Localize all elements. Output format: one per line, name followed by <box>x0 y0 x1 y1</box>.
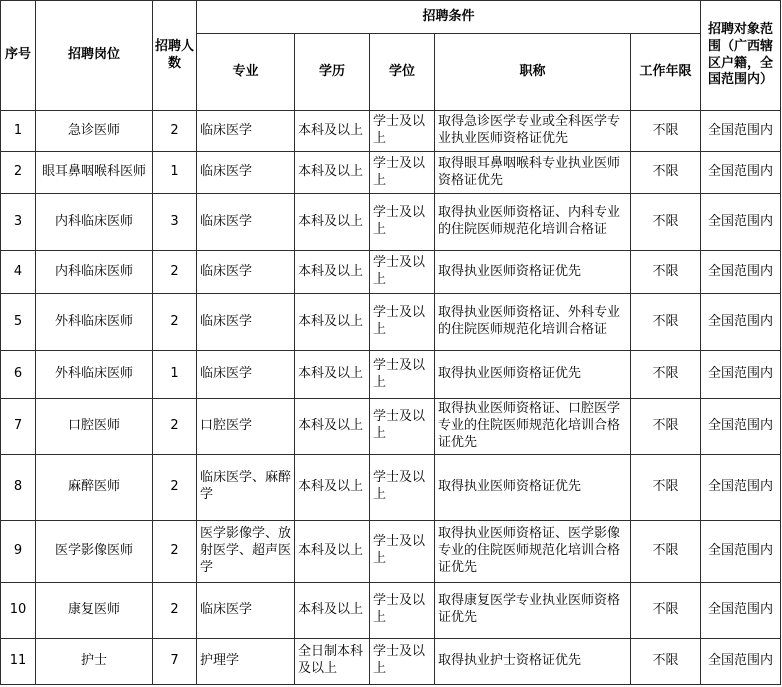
cell-degree: 学士及以上 <box>370 251 435 294</box>
cell-scope: 全国范围内 <box>701 152 781 194</box>
cell-degree: 学士及以上 <box>370 454 435 520</box>
cell-education: 全日制本科及以上 <box>295 638 370 684</box>
cell-education: 本科及以上 <box>295 152 370 194</box>
cell-major: 临床医学 <box>197 111 295 152</box>
cell-major: 医学影像学、放射医学、超声医学 <box>197 520 295 582</box>
cell-major: 临床医学 <box>197 351 295 399</box>
cell-years: 不限 <box>631 454 701 520</box>
cell-count: 2 <box>153 520 197 582</box>
cell-title: 取得急诊医学专业或全科医学专业执业医师资格证优先 <box>435 111 631 152</box>
table-row <box>1 520 781 582</box>
cell-major: 临床医学 <box>197 582 295 638</box>
cell-years: 不限 <box>631 351 701 399</box>
header-education: 学历 <box>295 34 370 111</box>
cell-title: 取得康复医学专业执业医师资格证优先 <box>435 582 631 638</box>
cell-count: 2 <box>153 399 197 455</box>
cell-degree: 学士及以上 <box>370 111 435 152</box>
table-row <box>1 294 781 351</box>
cell-title: 取得执业医师资格证、医学影像专业的住院医师规范化培训合格证优先 <box>435 520 631 582</box>
cell-education: 本科及以上 <box>295 351 370 399</box>
cell-education: 本科及以上 <box>295 520 370 582</box>
cell-years: 不限 <box>631 152 701 194</box>
cell-title: 取得执业医师资格证优先 <box>435 351 631 399</box>
cell-degree: 学士及以上 <box>370 194 435 251</box>
cell-scope: 全国范围内 <box>701 582 781 638</box>
cell-years: 不限 <box>631 638 701 684</box>
cell-degree: 学士及以上 <box>370 351 435 399</box>
header-degree: 学位 <box>370 34 435 111</box>
table-row <box>1 251 781 294</box>
cell-no: 8 <box>1 454 36 520</box>
cell-position: 外科临床医师 <box>36 294 153 351</box>
cell-scope: 全国范围内 <box>701 111 781 152</box>
cell-title: 取得执业医师资格证、外科专业的住院医师规范化培训合格证 <box>435 294 631 351</box>
cell-title: 取得执业医师资格证、内科专业的住院医师规范化培训合格证 <box>435 194 631 251</box>
cell-years: 不限 <box>631 582 701 638</box>
cell-degree: 学士及以上 <box>370 294 435 351</box>
cell-position: 麻醉医师 <box>36 454 153 520</box>
cell-position: 口腔医师 <box>36 399 153 455</box>
table-row <box>1 399 781 455</box>
header-scope: 招聘对象范围（广西辖区户籍，全国范围内） <box>701 1 781 111</box>
cell-count: 3 <box>153 194 197 251</box>
cell-major: 临床医学、麻醉学 <box>197 454 295 520</box>
table-row <box>1 351 781 399</box>
cell-education: 本科及以上 <box>295 582 370 638</box>
cell-scope: 全国范围内 <box>701 351 781 399</box>
header-no: 序号 <box>1 1 36 111</box>
cell-no: 5 <box>1 294 36 351</box>
cell-no: 9 <box>1 520 36 582</box>
cell-position: 医学影像医师 <box>36 520 153 582</box>
cell-education: 本科及以上 <box>295 194 370 251</box>
cell-education: 本科及以上 <box>295 251 370 294</box>
cell-count: 1 <box>153 351 197 399</box>
header-years: 工作年限 <box>631 34 701 111</box>
cell-scope: 全国范围内 <box>701 399 781 455</box>
cell-years: 不限 <box>631 294 701 351</box>
cell-count: 1 <box>153 152 197 194</box>
cell-education: 本科及以上 <box>295 294 370 351</box>
cell-scope: 全国范围内 <box>701 251 781 294</box>
cell-scope: 全国范围内 <box>701 294 781 351</box>
table-row <box>1 638 781 684</box>
header-count: 招聘人数 <box>153 1 197 111</box>
cell-title: 取得执业医师资格证优先 <box>435 454 631 520</box>
header-major: 专业 <box>197 34 295 111</box>
cell-position: 内科临床医师 <box>36 251 153 294</box>
cell-count: 2 <box>153 454 197 520</box>
cell-title: 取得眼耳鼻咽喉科专业执业医师资格证优先 <box>435 152 631 194</box>
cell-years: 不限 <box>631 399 701 455</box>
cell-education: 本科及以上 <box>295 399 370 455</box>
cell-no: 1 <box>1 111 36 152</box>
cell-no: 10 <box>1 582 36 638</box>
cell-title: 取得执业医师资格证、口腔医学专业的住院医师规范化培训合格证优先 <box>435 399 631 455</box>
cell-scope: 全国范围内 <box>701 638 781 684</box>
cell-major: 护理学 <box>197 638 295 684</box>
cell-scope: 全国范围内 <box>701 454 781 520</box>
table-row <box>1 111 781 152</box>
cell-no: 11 <box>1 638 36 684</box>
cell-position: 眼耳鼻咽喉科医师 <box>36 152 153 194</box>
cell-count: 7 <box>153 638 197 684</box>
cell-degree: 学士及以上 <box>370 582 435 638</box>
header-row-top <box>1 1 781 34</box>
cell-years: 不限 <box>631 111 701 152</box>
cell-position: 急诊医师 <box>36 111 153 152</box>
cell-degree: 学士及以上 <box>370 520 435 582</box>
cell-count: 2 <box>153 582 197 638</box>
cell-major: 临床医学 <box>197 294 295 351</box>
header-title: 职称 <box>435 34 631 111</box>
cell-education: 本科及以上 <box>295 454 370 520</box>
cell-count: 2 <box>153 294 197 351</box>
table-row <box>1 194 781 251</box>
table-row <box>1 582 781 638</box>
cell-major: 口腔医学 <box>197 399 295 455</box>
cell-major: 临床医学 <box>197 194 295 251</box>
cell-scope: 全国范围内 <box>701 520 781 582</box>
table-row <box>1 152 781 194</box>
cell-major: 临床医学 <box>197 152 295 194</box>
header-position: 招聘岗位 <box>36 1 153 111</box>
cell-no: 7 <box>1 399 36 455</box>
cell-scope: 全国范围内 <box>701 194 781 251</box>
cell-position: 康复医师 <box>36 582 153 638</box>
cell-count: 2 <box>153 251 197 294</box>
header-conditions: 招聘条件 <box>197 1 701 34</box>
cell-major: 临床医学 <box>197 251 295 294</box>
cell-years: 不限 <box>631 520 701 582</box>
cell-count: 2 <box>153 111 197 152</box>
cell-no: 4 <box>1 251 36 294</box>
cell-position: 外科临床医师 <box>36 351 153 399</box>
cell-title: 取得执业护士资格证优先 <box>435 638 631 684</box>
cell-no: 6 <box>1 351 36 399</box>
cell-education: 本科及以上 <box>295 111 370 152</box>
cell-position: 内科临床医师 <box>36 194 153 251</box>
cell-position: 护士 <box>36 638 153 684</box>
cell-years: 不限 <box>631 251 701 294</box>
table-row <box>1 454 781 520</box>
cell-years: 不限 <box>631 194 701 251</box>
cell-degree: 学士及以上 <box>370 152 435 194</box>
cell-no: 2 <box>1 152 36 194</box>
cell-title: 取得执业医师资格证优先 <box>435 251 631 294</box>
cell-degree: 学士及以上 <box>370 638 435 684</box>
cell-degree: 学士及以上 <box>370 399 435 455</box>
cell-no: 3 <box>1 194 36 251</box>
